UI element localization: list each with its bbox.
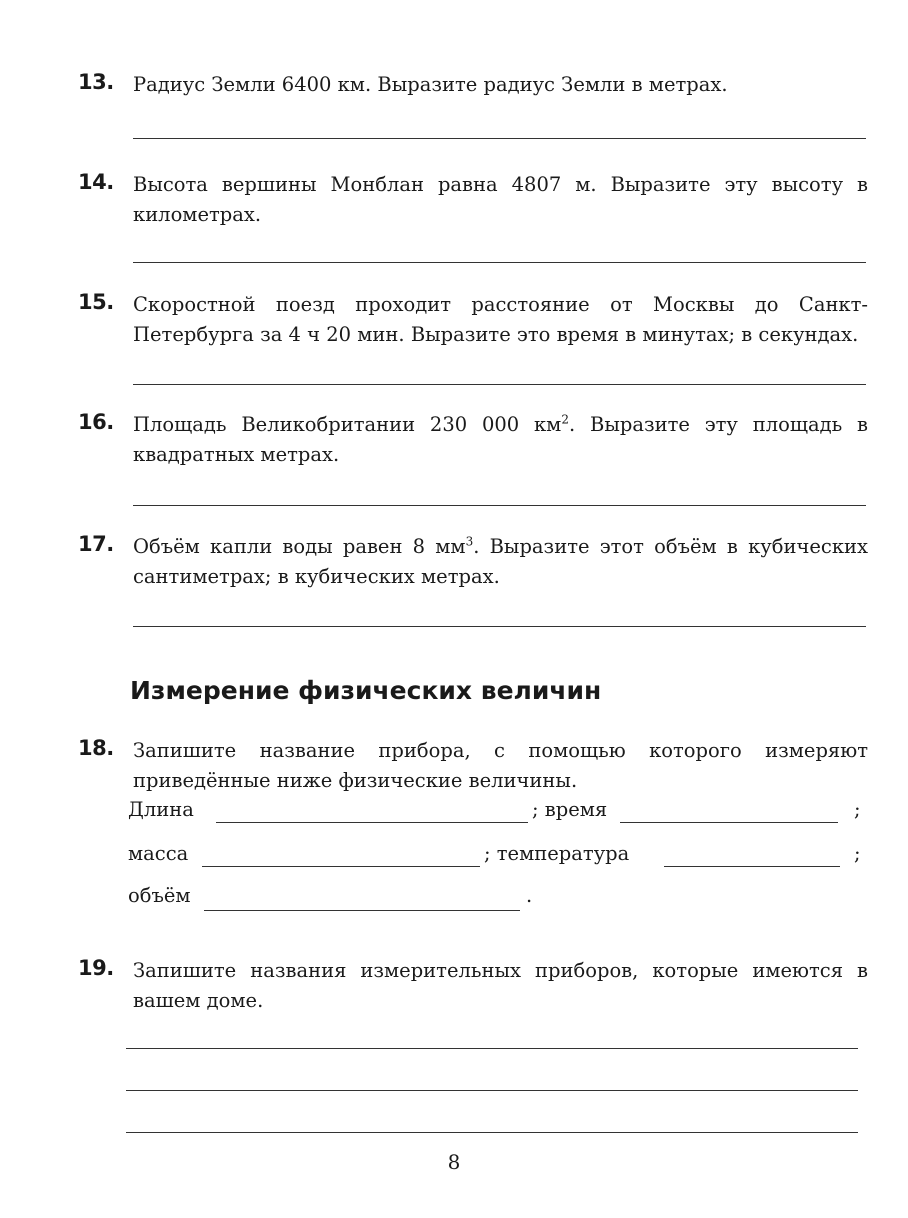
- volume-blank[interactable]: [204, 910, 520, 911]
- temperature-blank[interactable]: [664, 866, 840, 867]
- answer-line-16[interactable]: [133, 505, 866, 506]
- mass-label: масса: [128, 842, 189, 865]
- task-text: [133, 410, 868, 470]
- task-text: Запишите названия измерительных приборов, которые имеются в вашем доме.: [133, 959, 868, 1012]
- task-number: 14.: [78, 170, 114, 194]
- answer-line-15[interactable]: [133, 384, 866, 385]
- fill-row-length-time: [128, 798, 862, 828]
- time-label: ; время: [532, 798, 608, 821]
- temperature-label: ; температура: [484, 842, 630, 865]
- answer-line-14[interactable]: [133, 262, 866, 263]
- task-text: Запишите название прибора, с помощью которого измеряют приведённые ниже физические величины.: [133, 739, 868, 792]
- answer-line-19-1[interactable]: [126, 1048, 858, 1049]
- answer-line-19-2[interactable]: [126, 1090, 858, 1091]
- answer-line-13[interactable]: [133, 138, 866, 139]
- volume-label: объём: [128, 884, 191, 907]
- task-text: [133, 532, 868, 592]
- task-number: 15.: [78, 290, 114, 314]
- fill-row-mass-temperature: [128, 842, 862, 872]
- task-text-part: Объём капли воды равен 8 мм: [133, 535, 466, 558]
- superscript: 2: [561, 412, 569, 427]
- length-blank[interactable]: [216, 822, 528, 823]
- superscript: 3: [465, 534, 474, 549]
- task-text: Радиус Земли 6400 км. Выразите радиус Земли в метрах.: [133, 73, 728, 96]
- answer-line-17[interactable]: [133, 626, 866, 627]
- semicolon: ;: [854, 842, 861, 865]
- task-number: 13.: [78, 70, 114, 94]
- task-text-part: . Выразите этот объём в кубических сантиметрах; в кубических метрах.: [133, 535, 868, 588]
- answer-line-19-3[interactable]: [126, 1132, 858, 1133]
- task-text-part: Площадь Великобритании 230 000 км: [133, 413, 562, 436]
- section-heading: Измерение физических величин: [130, 676, 602, 705]
- length-label: Длина: [128, 798, 194, 821]
- page-number: 8: [447, 1150, 461, 1174]
- task-text: Высота вершины Монблан равна 4807 м. Выразите эту высоту в километрах.: [133, 173, 868, 226]
- task-number: 17.: [78, 532, 114, 556]
- task-number: 16.: [78, 410, 114, 434]
- task-number: 18.: [78, 736, 114, 760]
- task-text-part: . Выразите эту площадь в квадратных метрах.: [133, 413, 868, 466]
- task-number: 19.: [78, 956, 114, 980]
- mass-blank[interactable]: [202, 866, 480, 867]
- task-text: Скоростной поезд проходит расстояние от Москвы до Санкт-Петербурга за 4 ч 20 мин. Выразите это время в минутах; в секундах.: [133, 293, 868, 346]
- time-blank[interactable]: [620, 822, 838, 823]
- semicolon: ;: [854, 798, 861, 821]
- fill-row-volume: [128, 884, 862, 914]
- period: .: [526, 884, 533, 907]
